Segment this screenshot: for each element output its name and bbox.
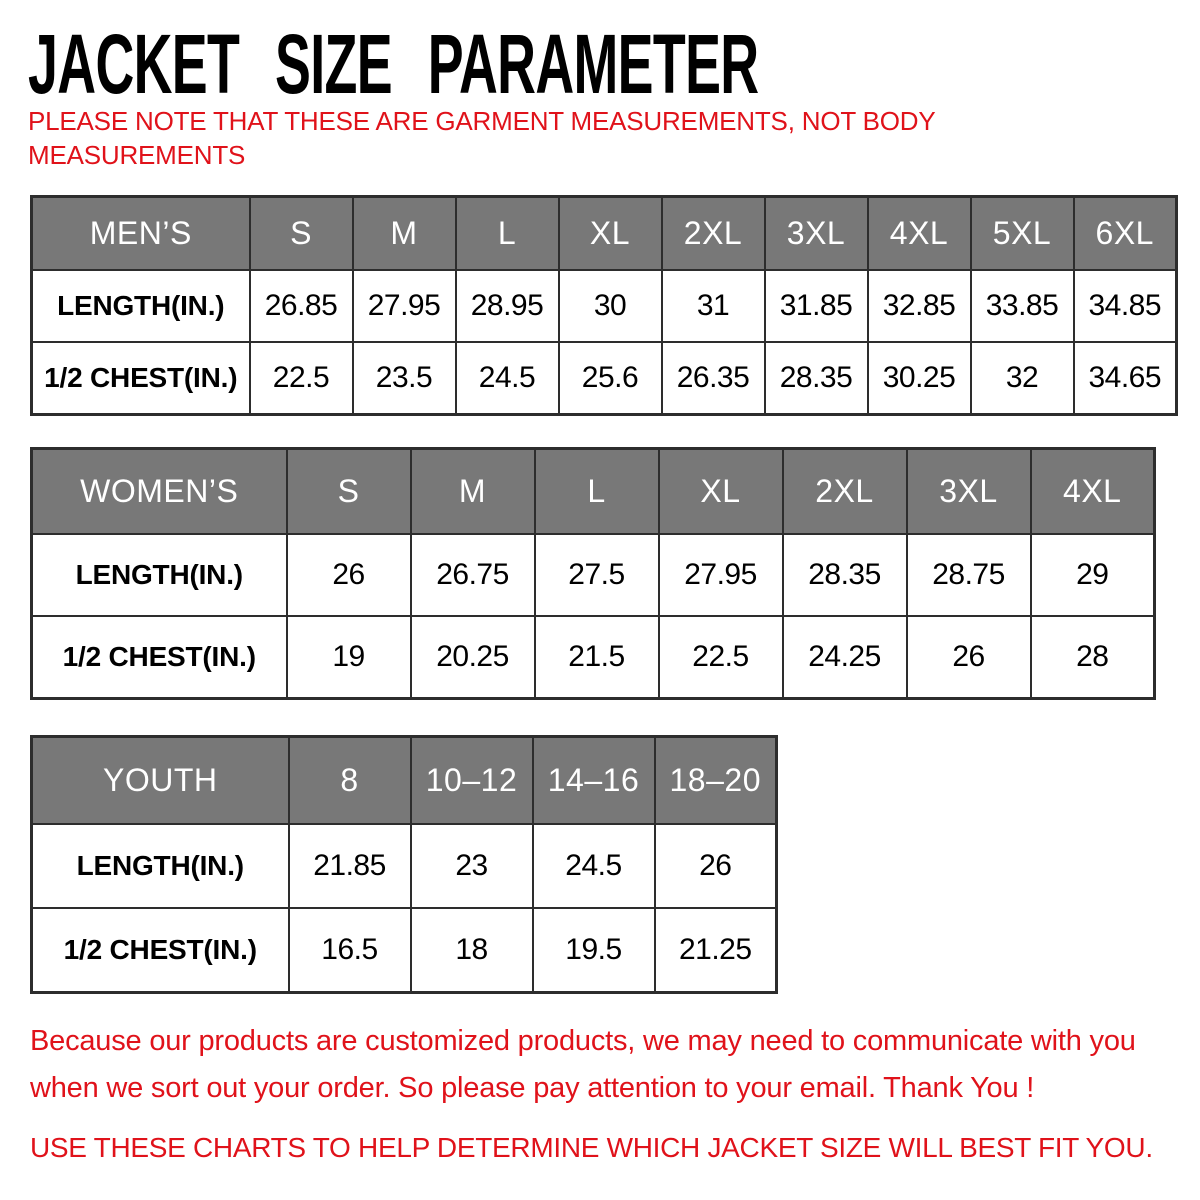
mens-size-header-cell: 6XL (1074, 197, 1177, 271)
size-value-cell: 27.95 (659, 534, 783, 616)
customization-note-line1: Because our products are customized products, we may need to communicate with you (30, 1025, 1136, 1057)
womens-size-header-cell: L (535, 449, 659, 535)
size-value-cell: 24.5 (533, 824, 655, 908)
womens-length-row (32, 534, 1155, 616)
mens-chest-row (32, 342, 1177, 415)
size-value-cell: 34.85 (1074, 270, 1177, 342)
mens-size-header-cell: 4XL (868, 197, 971, 271)
size-value-cell: 28.35 (783, 534, 907, 616)
row-label-cell: LENGTH(IN.) (32, 824, 289, 908)
size-value-cell: 16.5 (289, 908, 411, 993)
mens-size-header-cell: M (353, 197, 456, 271)
size-value-cell: 27.95 (353, 270, 456, 342)
garment-measurement-note (28, 104, 935, 172)
mens-length-row (32, 270, 1177, 342)
size-value-cell: 26 (907, 616, 1031, 699)
chart-usage-note: USE THESE CHARTS TO HELP DETERMINE WHICH JACKET SIZE WILL BEST FIT YOU. (30, 1132, 1153, 1163)
row-label-cell: LENGTH(IN.) (32, 534, 287, 616)
womens-size-header-cell: S (287, 449, 411, 535)
size-value-cell: 28 (1031, 616, 1155, 699)
mens-size-header-cell: XL (559, 197, 662, 271)
mens-size-header-cell: L (456, 197, 559, 271)
youth-size-header-cell: 14–16 (533, 737, 655, 825)
youth-length-row (32, 824, 777, 908)
size-value-cell: 28.35 (765, 342, 868, 415)
mens-header-row (32, 197, 1177, 271)
row-label-cell: LENGTH(IN.) (32, 270, 250, 342)
mens-size-header-cell: 5XL (971, 197, 1074, 271)
youth-table-title-cell: YOUTH (32, 737, 289, 825)
womens-size-table (30, 447, 1156, 700)
row-label-cell: 1/2 CHEST(IN.) (32, 908, 289, 993)
size-value-cell: 18 (411, 908, 533, 993)
size-value-cell: 21.5 (535, 616, 659, 699)
womens-size-header-cell: 4XL (1031, 449, 1155, 535)
size-value-cell: 33.85 (971, 270, 1074, 342)
size-value-cell: 21.85 (289, 824, 411, 908)
size-value-cell: 30.25 (868, 342, 971, 415)
size-value-cell: 28.95 (456, 270, 559, 342)
size-value-cell: 26.75 (411, 534, 535, 616)
size-value-cell: 23.5 (353, 342, 456, 415)
womens-size-header-cell: M (411, 449, 535, 535)
womens-table-title-cell: WOMEN’S (32, 449, 287, 535)
size-value-cell: 28.75 (907, 534, 1031, 616)
size-value-cell: 31 (662, 270, 765, 342)
mens-size-table (30, 195, 1178, 416)
youth-size-header-cell: 10–12 (411, 737, 533, 825)
mens-size-header-cell: 2XL (662, 197, 765, 271)
garment-note-line2: MEASUREMENTS (28, 140, 246, 170)
size-value-cell: 26.35 (662, 342, 765, 415)
mens-size-header-cell: S (250, 197, 353, 271)
size-value-cell: 29 (1031, 534, 1155, 616)
size-value-cell: 26 (655, 824, 777, 908)
page-title: JACKET SIZE PARAMETER (28, 17, 759, 111)
size-value-cell: 20.25 (411, 616, 535, 699)
size-value-cell: 19 (287, 616, 411, 699)
womens-size-header-cell: 2XL (783, 449, 907, 535)
mens-table-title-cell: MEN’S (32, 197, 250, 271)
size-value-cell: 32 (971, 342, 1074, 415)
youth-header-row (32, 737, 777, 825)
size-value-cell: 32.85 (868, 270, 971, 342)
size-value-cell: 24.5 (456, 342, 559, 415)
size-value-cell: 26.85 (250, 270, 353, 342)
size-value-cell: 21.25 (655, 908, 777, 993)
row-label-cell: 1/2 CHEST(IN.) (32, 342, 250, 415)
womens-size-header-cell: XL (659, 449, 783, 535)
womens-size-header-cell: 3XL (907, 449, 1031, 535)
row-label-cell: 1/2 CHEST(IN.) (32, 616, 287, 699)
size-value-cell: 24.25 (783, 616, 907, 699)
youth-size-table (30, 735, 778, 994)
customization-note-line2: when we sort out your order. So please pay attention to your email. Thank You ! (30, 1072, 1035, 1104)
youth-chest-row (32, 908, 777, 993)
mens-size-header-cell: 3XL (765, 197, 868, 271)
womens-header-row (32, 449, 1155, 535)
womens-chest-row (32, 616, 1155, 699)
customization-note (30, 1018, 1136, 1112)
size-value-cell: 26 (287, 534, 411, 616)
size-value-cell: 30 (559, 270, 662, 342)
garment-note-line1: PLEASE NOTE THAT THESE ARE GARMENT MEASUREMENTS, NOT BODY (28, 106, 936, 136)
size-value-cell: 34.65 (1074, 342, 1177, 415)
size-value-cell: 23 (411, 824, 533, 908)
size-value-cell: 22.5 (659, 616, 783, 699)
youth-size-header-cell: 18–20 (655, 737, 777, 825)
size-value-cell: 31.85 (765, 270, 868, 342)
size-value-cell: 22.5 (250, 342, 353, 415)
youth-size-header-cell: 8 (289, 737, 411, 825)
size-value-cell: 25.6 (559, 342, 662, 415)
size-value-cell: 19.5 (533, 908, 655, 993)
size-value-cell: 27.5 (535, 534, 659, 616)
